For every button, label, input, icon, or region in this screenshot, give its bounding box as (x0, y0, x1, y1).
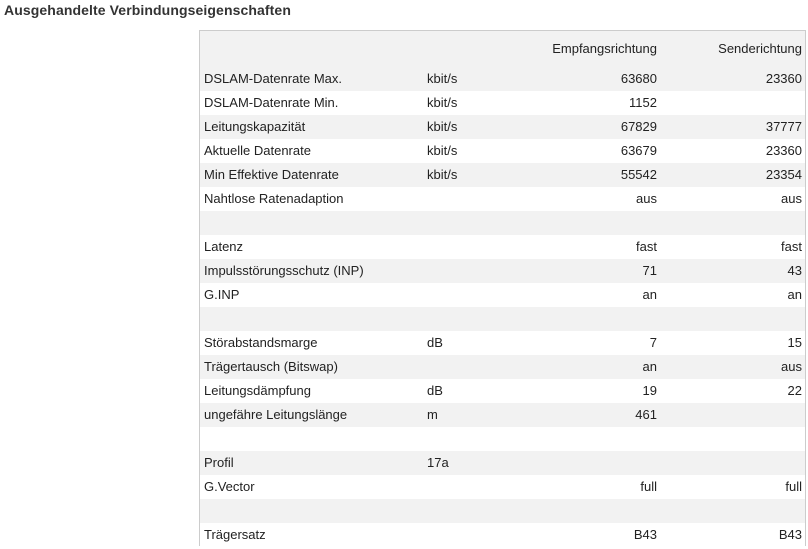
row-label: G.Vector (204, 479, 255, 494)
row-receive-value: 55542 (620, 167, 657, 182)
row-receive-value: 67829 (620, 119, 657, 134)
row-label: Nahtlose Ratenadaption (204, 191, 344, 206)
header-send-direction: Senderichtung (718, 41, 802, 56)
connection-properties-table (199, 30, 806, 546)
table-row (200, 115, 805, 139)
row-receive-value: an (642, 287, 657, 302)
row-send-value: 23354 (765, 167, 802, 182)
row-label: Min Effektive Datenrate (204, 167, 339, 182)
row-send-value: full (785, 479, 802, 494)
row-send-value: 43 (787, 263, 802, 278)
row-receive-value: 19 (642, 383, 657, 398)
row-unit: dB (427, 335, 443, 350)
section-title: Ausgehandelte Verbindungseigenschaften (4, 2, 291, 18)
row-label: Leitungskapazität (204, 119, 306, 134)
row-send-value: 23360 (765, 71, 802, 86)
row-send-value: 22 (787, 383, 802, 398)
row-unit: kbit/s (427, 71, 458, 86)
row-send-value: 15 (787, 335, 802, 350)
row-receive-value: 1152 (629, 95, 657, 110)
row-receive-value: aus (636, 191, 657, 206)
row-label: Trägersatz (204, 527, 266, 542)
row-receive-value: 461 (635, 407, 657, 422)
row-send-value: fast (781, 239, 802, 254)
header-receive-direction: Empfangsrichtung (552, 41, 657, 56)
table-row (200, 67, 805, 91)
row-unit: kbit/s (427, 95, 458, 110)
row-label: Impulsstörungsschutz (INP) (204, 263, 364, 278)
row-label: Aktuelle Datenrate (204, 143, 311, 158)
row-label: Latenz (204, 239, 244, 254)
table-row (200, 211, 805, 235)
table-row (200, 187, 805, 211)
table-row (200, 235, 805, 259)
row-unit: kbit/s (427, 143, 458, 158)
row-receive-value: 71 (642, 263, 657, 278)
row-unit: 17a (427, 455, 449, 470)
row-receive-value: B43 (633, 527, 657, 542)
table-row (200, 91, 805, 115)
table-header-row (200, 31, 805, 67)
row-label: DSLAM-Datenrate Min. (204, 95, 339, 110)
row-label: Profil (204, 455, 234, 470)
row-receive-value: 7 (649, 335, 657, 350)
row-label: Leitungsdämpfung (204, 383, 311, 398)
row-receive-value: 63680 (620, 71, 657, 86)
table-row (200, 475, 805, 499)
table-row (200, 259, 805, 283)
table-row (200, 139, 805, 163)
table-body (200, 67, 805, 546)
table-row (200, 451, 805, 475)
row-send-value: an (787, 287, 802, 302)
row-send-value: 23360 (765, 143, 802, 158)
table-row (200, 427, 805, 451)
table-row (200, 283, 805, 307)
row-unit: kbit/s (427, 167, 458, 182)
table-row (200, 523, 805, 546)
row-send-value: B43 (778, 527, 802, 542)
row-receive-value: full (640, 479, 657, 494)
row-receive-value: 63679 (620, 143, 657, 158)
row-send-value: 37777 (765, 119, 802, 134)
row-unit: kbit/s (427, 119, 458, 134)
row-receive-value: an (642, 359, 657, 374)
table-row (200, 499, 805, 523)
row-send-value: aus (781, 191, 802, 206)
table-row (200, 307, 805, 331)
table-row (200, 355, 805, 379)
row-label: G.INP (204, 287, 240, 302)
row-unit: dB (427, 383, 443, 398)
table-row (200, 403, 805, 427)
row-label: ungefähre Leitungslänge (204, 407, 348, 422)
table-row (200, 163, 805, 187)
row-label: DSLAM-Datenrate Max. (204, 71, 342, 86)
table-row (200, 331, 805, 355)
row-label: Trägertausch (Bitswap) (204, 359, 338, 374)
row-label: Störabstandsmarge (204, 335, 318, 350)
row-unit: m (427, 407, 438, 422)
row-send-value: aus (781, 359, 802, 374)
table-row (200, 379, 805, 403)
row-receive-value: fast (636, 239, 657, 254)
